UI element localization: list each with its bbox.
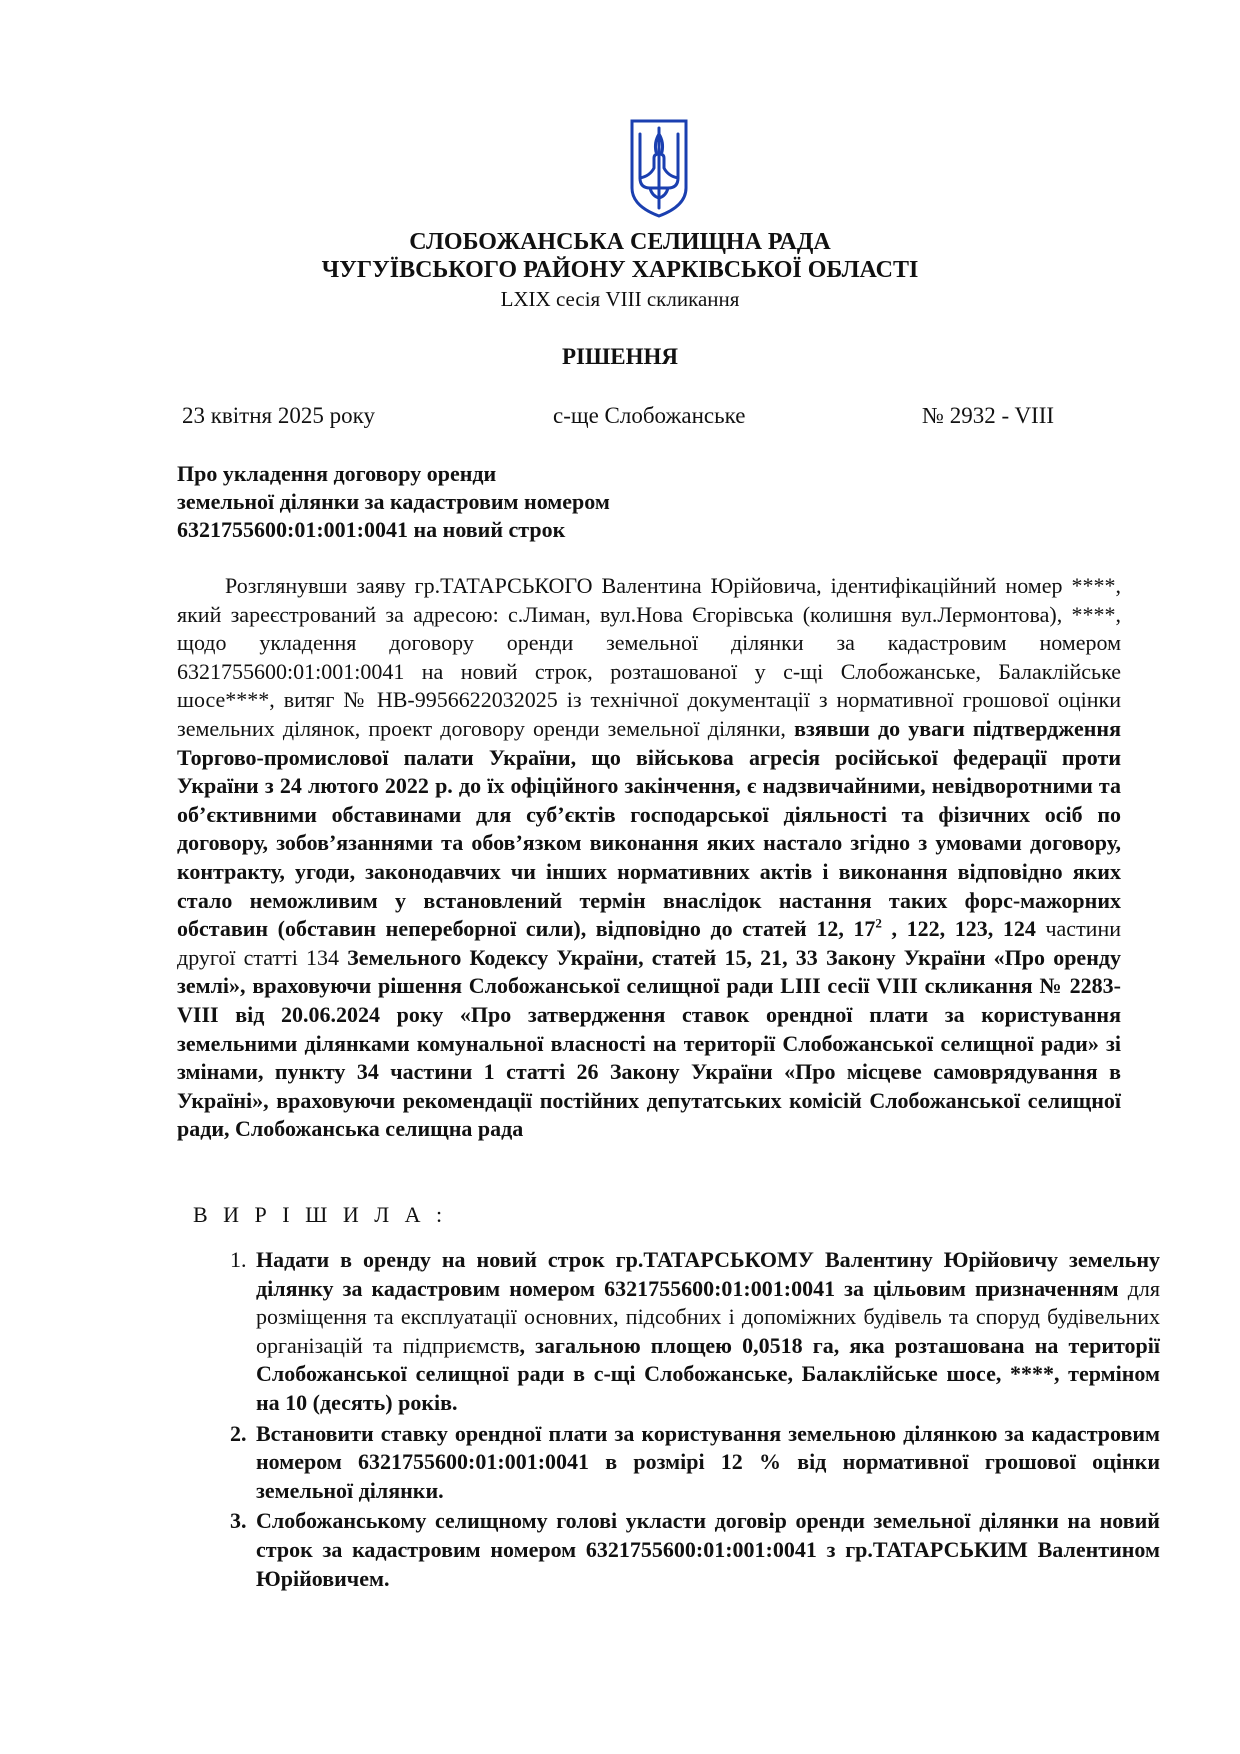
preamble-part-1: Розглянувши заяву гр.ТАТАРСЬКОГО Валентина Юрійовича, ідентифікаційний номер ****, який зареєстрований за адресою: с.Лиман, вул.Нова Єгорівська (колишня вул.Лермонтова), ****, щодо укладення договору оренди земельної ділянки за кадастровим номером 6321755600:01:001:0041 на новий строк, розташованої у с-щі Слобожанське, Балаклійське шосе****, витяг № НВ-9956622032025 із технічної документації з нормативної грошової оцінки земельних ділянок, проект договору оренди земельної ділянки, (177, 573, 1121, 741)
subject-line-1: Про укладення договору оренди (177, 461, 497, 486)
district-name: ЧУГУЇВСЬКОГО РАЙОНУ ХАРКІВСЬКОЇ ОБЛАСТІ (321, 257, 919, 283)
preamble-part-5: статті 134 (243, 944, 348, 970)
decision-items-list (210, 1246, 1160, 1595)
item-1-part-a: Надати в оренду на новий строк гр.ТАТАРСЬКОМУ Валентину Юрійовичу земельну ділянку за кадастровим номером 6321755600:01:001:0041 за цільовим призначенням (256, 1247, 1160, 1301)
decision-place: с-ще Слобожанське (553, 403, 746, 428)
list-item (252, 1420, 1160, 1506)
resolved-heading: В И Р І Ш И Л А : (193, 1202, 448, 1227)
session-line: LXIX сесія VIII скликання (500, 287, 740, 311)
item-1-part-c: , загальною площею 0,0518 га, яка розташована на території Слобожанської селищної ради в с-щі Слобожанське, Балаклійське шосе, ****, терміном на 10 (десять) років. (256, 1332, 1160, 1415)
item-3-text: Слобожанському селищному голові укласти договір оренди земельної ділянки на новий строк за кадастровим номером 6321755600:01:001:0041 з гр.ТАТАРСЬКИМ Валентином Юрійовичем. (256, 1508, 1160, 1591)
preamble-part-4: частини другої (177, 916, 1121, 970)
preamble-part-3: , 122, 123, 124 (881, 916, 1046, 942)
decision-date: 23 квітня 2025 року (182, 403, 375, 428)
preamble-paragraph (177, 572, 1121, 1144)
council-name: СЛОБОЖАНСЬКА СЕЛИЩНА РАДА (409, 229, 831, 255)
item-2-text: Встановити ставку орендної плати за користування земельною ділянкою за кадастровим номером 6321755600:01:001:0041 в розмірі 12 % від нормативної грошової оцінки земельної ділянки. (256, 1420, 1160, 1503)
preamble-superscript: 2 (875, 915, 882, 931)
list-item (252, 1246, 1160, 1418)
subject-line-2: земельної ділянки за кадастровим номером (177, 489, 610, 514)
tryzub-emblem-icon (628, 118, 690, 218)
preamble-part-6: Земельного Кодексу України, статей 15, 21, 33 Закону України «Про оренду землі», враховуючи рішення Слобожанської селищної ради LIII сесії VIII скликання № 2283-VIII від 20.06.2024 року «Про затвердження ставок орендної плати за користування земельними ділянками комунальної власності на території Слобожанської селищної ради» зі змінами, пункту 34 частини 1 статті 26 Закону України «Про місцеве самоврядування в Україні», враховуючи рекомендації постійних депутатських комісій Слобожанської селищної ради, Слобожанська селищна рада (177, 944, 1121, 1142)
document-type: РІШЕННЯ (562, 344, 678, 369)
preamble-part-2: взявши до уваги підтвердження Торгово-промислової палати України, що військова агресія російської федерації проти України з 24 лютого 2022 р. до їх офіційного закінчення, є надзвичайними, невідворотними та об’єктивними обставинами для суб’єктів господарської діяльності та фізичних осіб по договору, зобов’язаннями та обов’язком виконання яких настало згідно з умовами договору, контракту, угоди, законодавчих чи інших нормативних актів і виконання відповідно яких стало неможливим у встановлений термін внаслідок настання таких форс-мажорних обставин (обставин непереборної сили), відповідно до статей 12, 17 (177, 715, 1121, 942)
decision-number: № 2932 - VIII (922, 403, 1055, 428)
decision-subject (177, 460, 610, 544)
list-item (252, 1507, 1160, 1593)
subject-line-3: 6321755600:01:001:0041 на новий строк (177, 517, 566, 542)
item-1-part-b: для розміщення та експлуатації основних, підсобних і допоміжних будівель та споруд будівельних організацій та підприємств (256, 1275, 1160, 1358)
